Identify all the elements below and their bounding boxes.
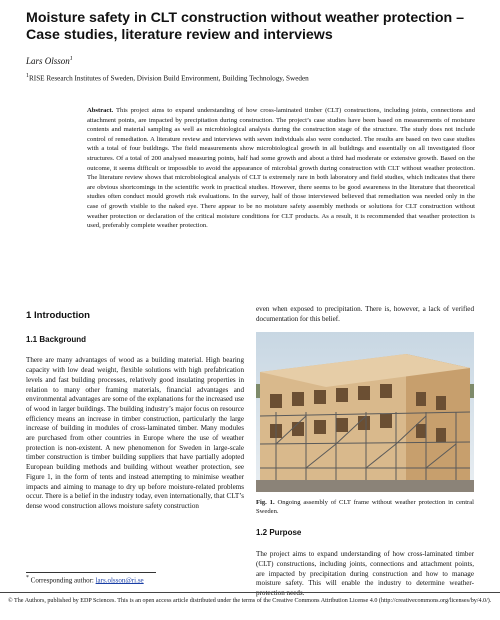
figure-1-photo (256, 332, 474, 492)
background-paragraph: There are many advantages of wood as a building material. High bearing capacity with low dead weight, flexible solutions with high prefabrication levels and fast building processes, relatively good insulating properties in relation to many other framing materials, financial advantages and environmental advantages are some of the explanations for the increased use of wood in larger buildings. The building industry’s major focus on resource efficiency means an increase in timber construction, particularly the large increase of building in modules of cross-laminated timber. Many modules are purchased from other countries in Europe where the use of weather protection is non-existent. A new phenomenon for Sweden in large-scale timber construction is timber building suppliers that have partially adopted European building methods and building without weather protection, see Figure 1, in the form of tents and instead attempting to minimise weather impacts and aiming to manage to dry up before moisture-related problems occur. There is a belief in the industry today, even internationally, that CLT’s dense wood construction allows moisture safety construction (26, 356, 244, 510)
abstract-label: Abstract. (87, 107, 114, 114)
license-divider (0, 592, 500, 593)
purpose-paragraph: The project aims to expand understanding of how cross-laminated timber (CLT) constructions, including joints, connections and attachment points, are impacted by precipitation during construction and how to manage moisture safety. This will enable the industry to determine weather-protection needs. (256, 550, 474, 597)
footnote-marker: * (26, 575, 29, 581)
abstract-text: This project aims to expand understanding of how cross-laminated timber (CLT) constructions, including joints, connections and attachment points, are impacted by precipitation during construction. The project’s case studies have been based on measurements of moisture contents and material sampling as well as microbiological analysis during the construction stage of the structure. The study does not include control of remediation. A literature review and interviews with seven individuals also were conducted. The results are based on two case studies with a total of four buildings. The field measurements show microbiological growth in all buildings and essentially on all investigated floor structures. Of a total of 200 analysed measuring points, half had some growth and about a third had moderate or extensive growth. Based on the outcome, it seems difficult or impossible to avoid the appearance of microbial growth during construction with CLT without weather protection. The literature review shows that microbiological analysis of CLT is extremely rare in both laboratory and field studies, which indicates that there are obvious shortcomings in the scientific work in practical studies. However, there seems to be good awareness in the literature that theoretical studies often conduct mould growth risk evaluations. In the survey, half of those interviewed believed that remediation was needed only in the case of growth visible to the naked eye. There appear to be no moisture safety assembly methods or solutions for CLT construction without weather protection or declaration of the critical moisture conditions for CLT products. As a result, it is recommended that weather protection is used, preferably complete weather protection. (87, 107, 475, 230)
author-name: Lars Olsson (26, 56, 70, 66)
section-heading-introduction: 1 Introduction (26, 310, 90, 321)
author-superscript: 1 (69, 56, 73, 62)
right-column (256, 305, 474, 599)
paper-title: Moisture safety in CLT construction without weather protection – Case studies, literature review and interviews (26, 10, 465, 43)
left-column (26, 305, 244, 512)
affiliation-superscript: 1 (26, 73, 29, 79)
footnote-text: Corresponding author: (30, 576, 96, 585)
subsection-heading-purpose: 1.2 Purpose (256, 528, 302, 538)
figure-caption-text: Ongoing assembly of CLT frame without weather protection in central Sweden. (256, 499, 474, 516)
footnote-divider (26, 572, 156, 573)
affiliation-text: RISE Research Institutes of Sweden, Division Build Environment, Building Technology, Sweden (29, 74, 309, 83)
subsection-heading-background: 1.1 Background (26, 334, 87, 344)
author-line (26, 56, 73, 66)
abstract (87, 106, 475, 231)
construction-photo-illustration (256, 332, 474, 492)
license-text: © The Authors, published by EDP Sciences. This is an open access article distributed under the terms of the Creative Commons Attribution License 4.0 (http://creativecommons.org/licenses/by/4.0/). (8, 598, 492, 604)
figure-caption-label: Fig. 1. (256, 499, 275, 507)
footnote (26, 575, 144, 584)
corresponding-email-link[interactable]: lars.olsson@ri.se (95, 576, 144, 585)
continuation-paragraph: even when exposed to precipitation. There is, however, a lack of verified documentation for this belief. (256, 305, 474, 323)
figure-1-caption (256, 498, 474, 516)
affiliation-line (26, 73, 309, 82)
